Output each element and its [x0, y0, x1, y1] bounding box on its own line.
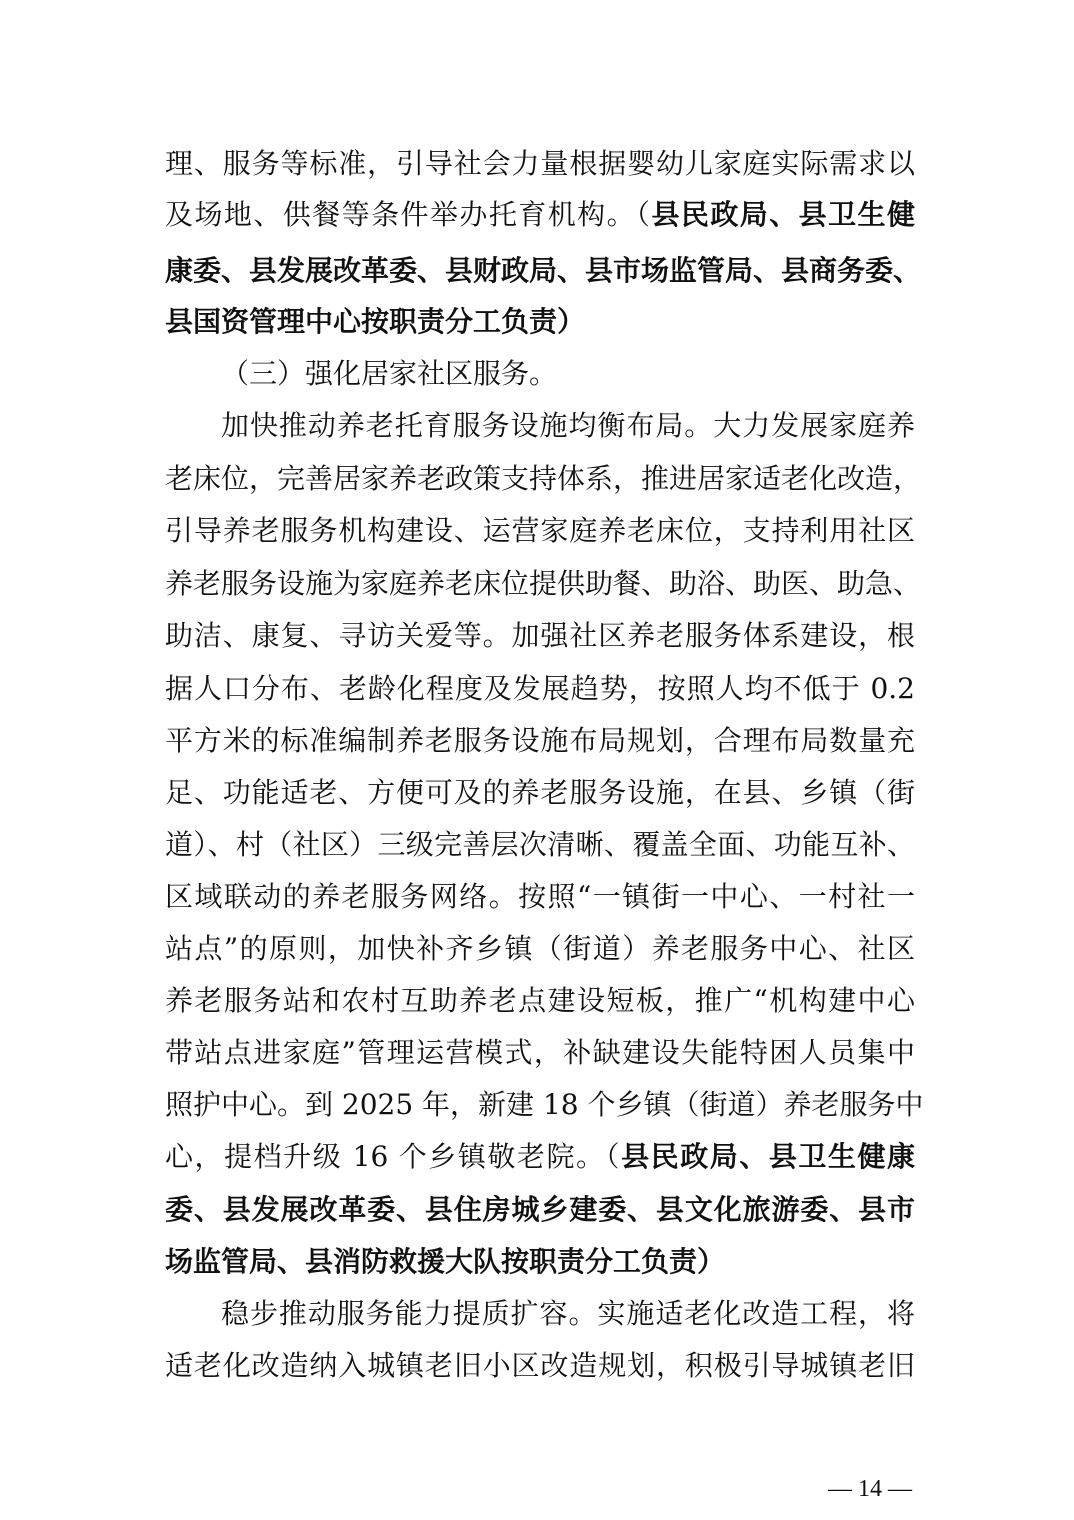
text-line: 引导养老服务机构建设、运营家庭养老床位，支持利用社区: [165, 514, 915, 547]
text-line: 站点”的原则，加快补齐乡镇（街道）养老服务中心、社区: [165, 932, 915, 965]
page-number: — 14 —: [828, 1476, 912, 1502]
text-line: 养老服务设施为家庭养老床位提供助餐、助浴、助医、助急、: [165, 567, 922, 600]
text-line: 平方米的标准编制养老服务设施布局规划，合理布局数量充: [165, 724, 915, 757]
text-line: 据人口分布、老龄化程度及发展趋势，按照人均不低于 0.2: [165, 672, 915, 705]
text-line: 带站点进家庭”管理运营模式，补缺建设失能特困人员集中: [165, 1036, 915, 1069]
paragraph-first-line: 稳步推动服务能力提质扩容。实施适老化改造工程，将: [221, 1297, 915, 1330]
text-line: 足、功能适老、方便可及的养老服务设施，在县、乡镇（街: [165, 776, 915, 809]
text-line: 区域联动的养老服务网络。按照“一镇街一中心、一村社一: [165, 880, 915, 913]
responsibility-note: 委、县发展改革委、县住房城乡建委、县文化旅游委、县市: [165, 1193, 915, 1226]
paragraph-first-line: 加快推动养老托育服务设施均衡布局。大力发展家庭养: [221, 409, 915, 442]
responsibility-note: 县国资管理中心按职责分工负责）: [165, 305, 586, 338]
text-line: 养老服务站和农村互助养老点建设短板，推广“机构建中心: [165, 984, 915, 1017]
text-line: 助洁、康复、寻访关爱等。加强社区养老服务体系建设，根: [165, 619, 915, 652]
text-line: 理、服务等标准，引导社会力量根据婴幼儿家庭实际需求以: [165, 147, 915, 180]
text-fragment: 心，提档升级 16 个乡镇敬老院。（: [165, 1140, 622, 1173]
text-line: [165, 186, 915, 244]
section-heading: （三）强化居家社区服务。: [221, 357, 558, 390]
text-line: 道）、村（社区）三级完善层次清晰、覆盖全面、功能互补、: [165, 828, 915, 861]
responsibility-note: 县民政局、县卫生健康: [621, 1140, 915, 1173]
responsibility-note: 场监管局、县消防救援大队按职责分工负责）: [165, 1245, 726, 1278]
responsibility-note: 康委、县发展改革委、县财政局、县市场监管局、县商务委、: [165, 254, 922, 287]
text-line: 照护中心。到 2025 年，新建 18 个乡镇（街道）养老服务中: [165, 1088, 924, 1121]
text-fragment: 及场地、供餐等条件举办托育机构。（: [165, 198, 652, 231]
responsibility-note: 县民政局、县卫生健: [651, 198, 915, 231]
text-line: 适老化改造纳入城镇老旧小区改造规划，积极引导城镇老旧: [165, 1349, 915, 1382]
text-line: [165, 1128, 915, 1186]
text-line: 老床位，完善居家养老政策支持体系，推进居家适老化改造，: [165, 462, 922, 495]
